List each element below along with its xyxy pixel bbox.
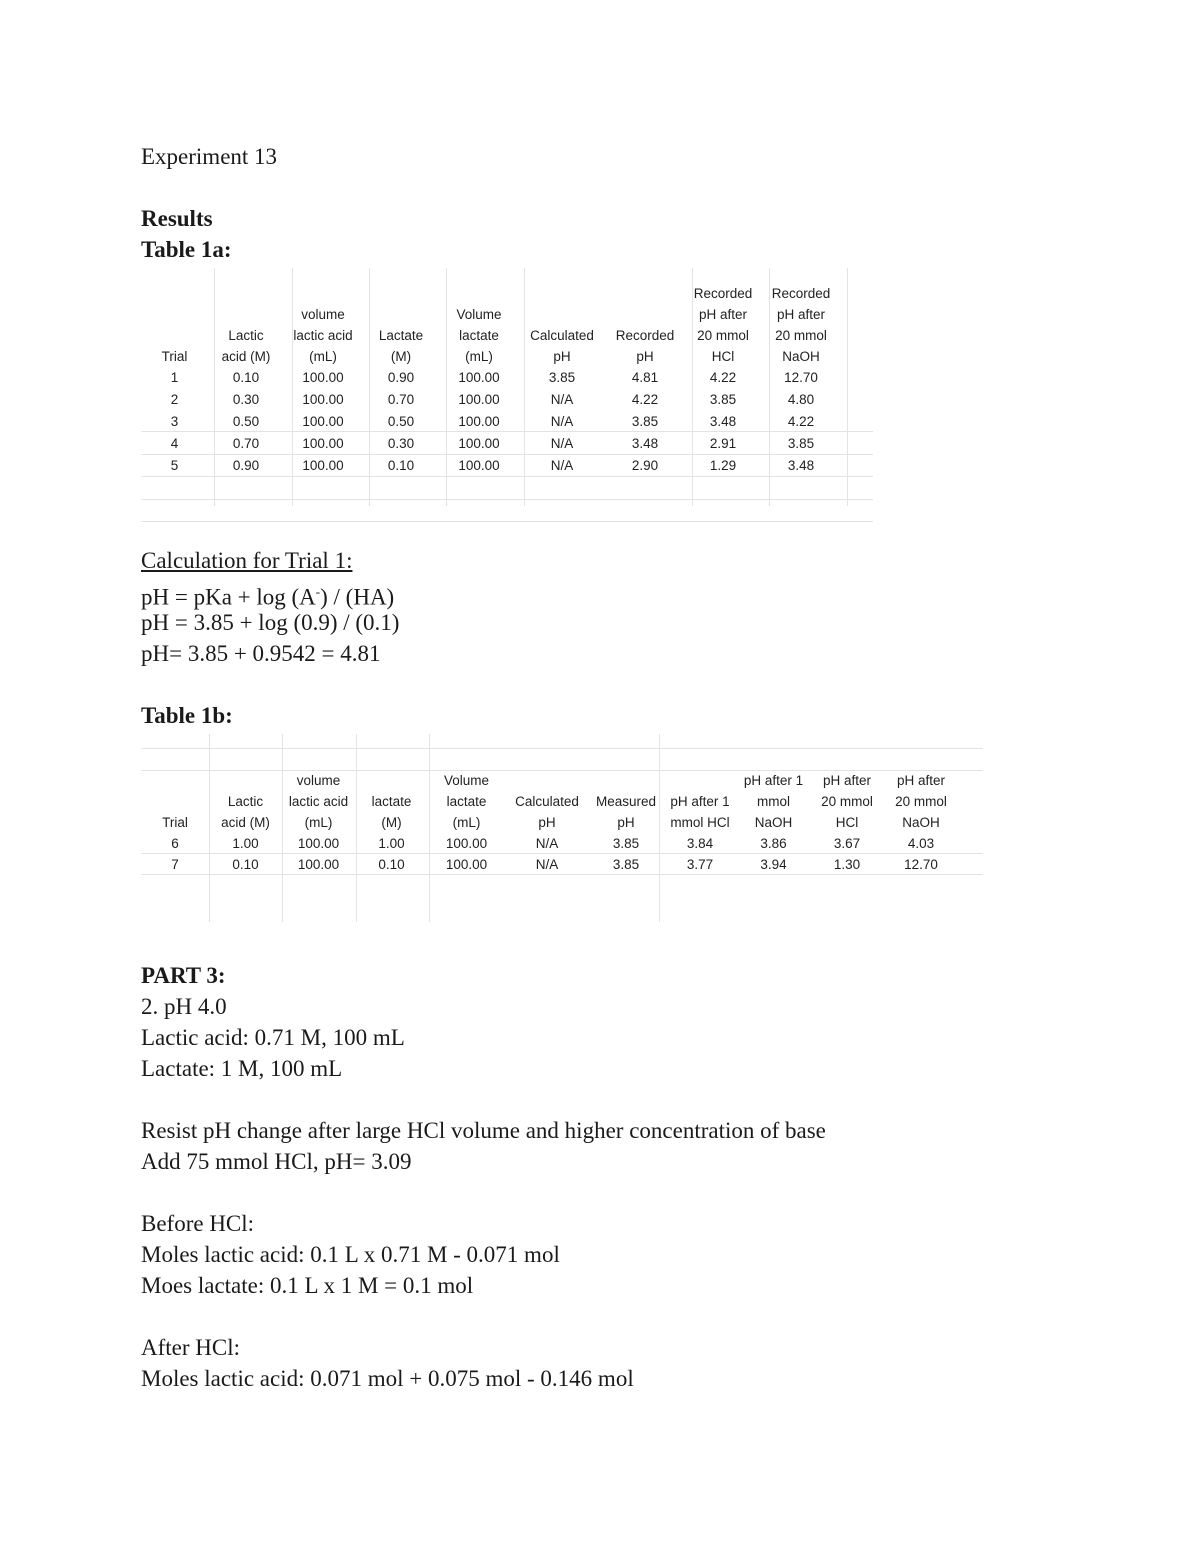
table-cell: 3.77	[686, 857, 714, 872]
table-row	[141, 389, 840, 411]
column-header-line: (mL)	[309, 349, 337, 364]
formula-superscript: -	[315, 584, 321, 599]
column-header-line: pH	[617, 815, 635, 830]
document-title: Experiment 13	[141, 144, 278, 169]
column-header	[663, 764, 737, 833]
column-header-line: NaOH	[754, 815, 793, 830]
column-header	[606, 278, 684, 367]
table-header-row	[141, 764, 958, 833]
column-header	[518, 278, 606, 367]
part-3-line: Moles lactic acid: 0.1 L x 0.71 M - 0.071 mol	[141, 1242, 560, 1267]
column-header-line: lactic acid	[288, 794, 349, 809]
table-cell: 100.00	[302, 370, 344, 385]
table-cell: 3.85	[631, 414, 659, 429]
column-header-line: lactate	[459, 328, 499, 343]
table-cell: N/A	[550, 414, 574, 429]
table-cell: 0.90	[232, 458, 260, 473]
table-row	[141, 433, 840, 455]
column-header	[505, 764, 589, 833]
column-header	[589, 764, 663, 833]
table-cell: 1.00	[232, 836, 259, 851]
table-cell: 100.00	[297, 836, 340, 851]
column-header-line: 20 mmol	[895, 794, 947, 809]
column-header	[284, 278, 362, 367]
table-cell: 12.70	[784, 370, 818, 385]
part-3-line: Lactate: 1 M, 100 mL	[141, 1056, 343, 1081]
column-header-line: (mL)	[452, 815, 481, 830]
grid-line	[141, 748, 983, 749]
column-header	[355, 764, 428, 833]
table-header-row	[141, 278, 840, 367]
column-header-line: pH after	[896, 773, 946, 788]
table-cell: N/A	[535, 857, 559, 872]
column-header-line: Recorded	[771, 286, 831, 301]
table-cell: 100.00	[458, 436, 500, 451]
table-cell: 6	[171, 836, 179, 851]
table-cell: 3.85	[548, 370, 576, 385]
column-header-line: (M)	[381, 815, 402, 830]
column-header-line: Recorded	[615, 328, 675, 343]
column-header-line: lactate	[371, 794, 412, 809]
column-header-line: Trial	[162, 815, 188, 830]
column-header-line: (mL)	[465, 349, 493, 364]
table-cell: 3.48	[631, 436, 659, 451]
table-row	[141, 411, 840, 433]
table-cell: 3.94	[760, 857, 787, 872]
table-1b-label: Table 1b:	[141, 703, 233, 728]
column-header-line: Volume	[456, 307, 502, 322]
table-cell: 100.00	[445, 857, 488, 872]
column-header-line: Lactate	[378, 328, 424, 343]
table-cell: 12.70	[904, 857, 938, 872]
table-cell: 100.00	[458, 392, 500, 407]
part-3-line: Resist pH change after large HCl volume and higher concentration of base	[141, 1118, 826, 1143]
table-cell: 2.91	[709, 436, 737, 451]
column-header-line: Trial	[161, 349, 188, 364]
column-header-line: (mL)	[304, 815, 333, 830]
column-header-line: Lactic	[227, 794, 264, 809]
table-cell: 0.30	[232, 392, 260, 407]
table-cell: N/A	[550, 458, 574, 473]
column-header	[810, 764, 884, 833]
table-cell: N/A	[535, 836, 559, 851]
column-header-line: lactic acid	[293, 328, 353, 343]
table-cell: 4	[170, 436, 179, 451]
table-cell: 4.22	[787, 414, 815, 429]
table-1b	[141, 734, 983, 922]
column-header-line: mmol	[757, 794, 790, 809]
table-cell: 1.30	[833, 857, 861, 872]
results-heading: Results	[141, 206, 213, 231]
part-3-line: Before HCl:	[141, 1211, 255, 1236]
grid-line	[141, 499, 873, 500]
table-row	[141, 833, 958, 854]
table-cell: 100.00	[302, 458, 344, 473]
column-header-line: acid (M)	[221, 349, 271, 364]
part-3-line: Lactic acid: 0.71 M, 100 mL	[141, 1025, 405, 1050]
table-cell: 100.00	[458, 458, 500, 473]
column-header	[282, 764, 355, 833]
table-cell: 0.10	[378, 857, 405, 872]
column-header-line: NaOH	[782, 349, 820, 364]
table-1a	[141, 268, 873, 506]
column-header	[141, 764, 209, 833]
column-header-line: pH after 1	[670, 794, 730, 809]
column-header-line: Volume	[443, 773, 490, 788]
table-cell: 0.10	[387, 458, 415, 473]
table-cell: 3.84	[686, 836, 714, 851]
column-header-line: Lactic	[228, 328, 264, 343]
table-cell: 4.03	[907, 836, 935, 851]
table-cell: 3.67	[833, 836, 861, 851]
table-cell: 100.00	[458, 370, 500, 385]
table-cell: 2	[170, 392, 179, 407]
column-header	[209, 764, 282, 833]
table-cell: 0.10	[232, 370, 260, 385]
column-header-line: volume	[296, 773, 341, 788]
table-cell: 4.81	[631, 370, 659, 385]
table-cell: 3	[170, 414, 179, 429]
column-header-line: pH after	[698, 307, 748, 322]
column-header-line: lactate	[446, 794, 487, 809]
table-cell: 100.00	[302, 436, 344, 451]
grid-line	[847, 268, 848, 506]
table-cell: 100.00	[445, 836, 488, 851]
table-cell: 0.70	[232, 436, 260, 451]
column-header-line: Calculated	[530, 328, 594, 343]
table-cell: 3.48	[787, 458, 815, 473]
formula-text-end: ) / (HA)	[320, 584, 395, 610]
table-cell: 3.85	[612, 857, 640, 872]
column-header-line: HCl	[835, 815, 859, 830]
part-3-line: Moles lactic acid: 0.071 mol + 0.075 mol - 0.146 mol	[141, 1366, 634, 1391]
table-cell: N/A	[550, 436, 574, 451]
table-cell: 3.85	[612, 836, 640, 851]
column-header-line: pH after 1	[743, 773, 804, 788]
column-header-line: Recorded	[693, 286, 753, 301]
column-header-line: (M)	[390, 349, 412, 364]
column-header-line: HCl	[711, 349, 735, 364]
part-3-line: Add 75 mmol HCl, pH= 3.09	[141, 1149, 412, 1174]
column-header	[684, 278, 762, 367]
formula-text: pH = pKa + log (A	[141, 584, 316, 610]
table-cell: 3.48	[709, 414, 737, 429]
table-cell: 100.00	[297, 857, 340, 872]
column-header-line: volume	[301, 307, 345, 322]
table-cell: 1.00	[378, 836, 405, 851]
column-header	[884, 764, 958, 833]
table-cell: 100.00	[302, 392, 344, 407]
table-row	[141, 367, 840, 389]
part-3-line: Moes lactate: 0.1 L x 1 M = 0.1 mol	[141, 1273, 474, 1298]
column-header-line: acid (M)	[221, 815, 270, 830]
table-cell: 0.10	[232, 857, 259, 872]
part-3-line: 2. pH 4.0	[141, 994, 227, 1019]
column-header	[440, 278, 518, 367]
column-header-line: pH	[553, 349, 571, 364]
column-header-line: pH	[636, 349, 654, 364]
table-cell: 100.00	[458, 414, 500, 429]
column-header-line: Measured	[595, 794, 657, 809]
grid-line	[141, 521, 873, 522]
table-cell: 2.90	[631, 458, 659, 473]
table-1a-label: Table 1a:	[141, 237, 232, 262]
column-header	[762, 278, 840, 367]
column-header-line: NaOH	[902, 815, 940, 830]
column-header	[362, 278, 440, 367]
table-cell: 0.50	[232, 414, 260, 429]
table-row	[141, 854, 958, 875]
table-cell: 3.85	[709, 392, 737, 407]
calculation-line-3: pH= 3.85 + 0.9542 = 4.81	[141, 641, 381, 666]
table-cell: 1.29	[709, 458, 737, 473]
table-cell: 0.90	[387, 370, 415, 385]
table-cell: 4.22	[631, 392, 659, 407]
table-cell: 4.22	[709, 370, 737, 385]
column-header	[208, 278, 284, 367]
column-header-line: 20 mmol	[821, 794, 873, 809]
table-cell: 0.50	[387, 414, 415, 429]
column-header-line: pH after	[776, 307, 826, 322]
table-cell: 3.86	[760, 836, 787, 851]
table-cell: 0.70	[387, 392, 415, 407]
column-header-line: pH	[538, 815, 556, 830]
column-header	[737, 764, 810, 833]
table-cell: 1	[170, 370, 179, 385]
table-cell: 3.85	[787, 436, 815, 451]
calculation-line-2: pH = 3.85 + log (0.9) / (0.1)	[141, 610, 400, 635]
column-header-line: Calculated	[515, 794, 579, 809]
column-header	[428, 764, 505, 833]
column-header-line: 20 mmol	[775, 328, 827, 343]
part-3-heading: PART 3:	[141, 963, 226, 988]
table-cell: 100.00	[302, 414, 344, 429]
table-cell: 4.80	[787, 392, 815, 407]
table-cell: N/A	[550, 392, 574, 407]
table-cell: 5	[170, 458, 179, 473]
table-cell: 0.30	[387, 436, 415, 451]
column-header-line: mmol HCl	[670, 815, 730, 830]
column-header-line: pH after	[822, 773, 872, 788]
column-header-line: 20 mmol	[697, 328, 749, 343]
column-header	[141, 278, 208, 367]
calculation-heading: Calculation for Trial 1:	[141, 548, 353, 573]
table-row	[141, 455, 840, 477]
table-cell: 7	[171, 857, 179, 872]
part-3-line: After HCl:	[141, 1335, 241, 1360]
